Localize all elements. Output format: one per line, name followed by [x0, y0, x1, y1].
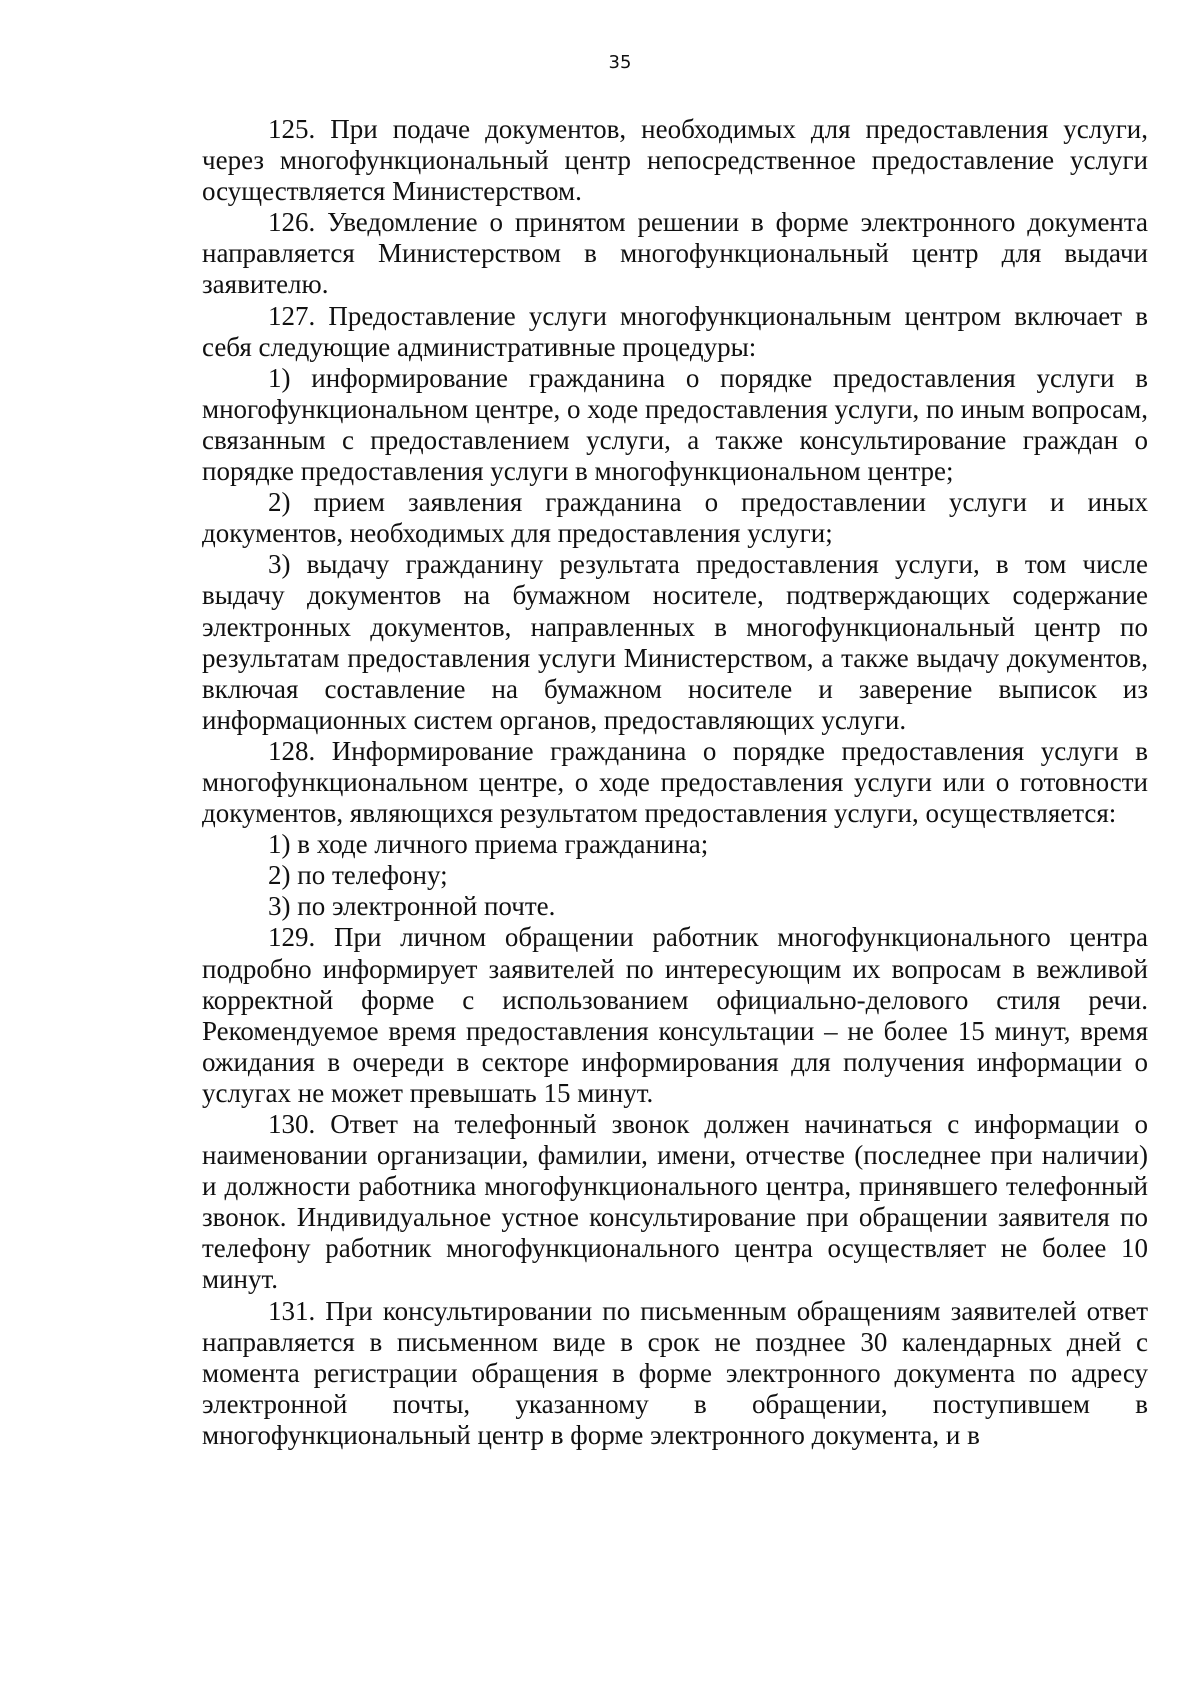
- paragraph-131: 131. При консультировании по письменным обращениям заявителей ответ направляется в письменном виде в срок не позднее 30 календарных дней с момента регистрации обращения в форме электронного документа по адресу электронной почты, указанному в обращении, поступившем в многофункциональный центр в форме электронного документа, и в: [202, 1295, 1148, 1450]
- page-number: 35: [608, 52, 632, 73]
- paragraph-130: 130. Ответ на телефонный звонок должен начинаться с информации о наименовании организации, фамилии, имени, отчестве (последнее при наличии) и должности работника многофункционального центра, принявшего телефонный звонок. Индивидуальное устное консультирование при обращении заявителя по телефону работник многофункционального центра осуществляет не более 10 минут.: [202, 1109, 1148, 1295]
- paragraph-128: 128. Информирование гражданина о порядке предоставления услуги в многофункциональном центре, о ходе предоставления услуги или о готовности документов, являющихся результатом предоставления услуги, осуществляется:: [202, 735, 1148, 829]
- paragraph-129: 129. При личном обращении работник многофункционального центра подробно информирует заявителей по интересующим их вопросам в вежливой корректной форме с использованием официально-делового стиля речи. Рекомендуемое время предоставления консультации – не более 15 минут, время ожидания в очереди в секторе информирования для получения информации о услугах не может превышать 15 минут.: [202, 922, 1148, 1108]
- list-item-128-1: 1) в ходе личного приема гражданина;: [268, 829, 709, 860]
- list-item-127-2: 2) прием заявления гражданина о предоставлении услуги и иных документов, необходимых для предоставления услуги;: [202, 487, 1148, 549]
- list-item-127-3: 3) выдачу гражданину результата предоставления услуги, в том числе выдачу документов на бумажном носителе, подтверждающих содержание электронных документов, направленных в многофункциональный центр по результатам предоставления услуги Министерством, а также выдачу документов, включая составление на бумажном носителе и заверение выписок из информационных систем органов, предоставляющих услуги.: [202, 549, 1148, 735]
- list-item-127-1: 1) информирование гражданина о порядке предоставления услуги в многофункциональном центре, о ходе предоставления услуги, по иным вопросам, связанным с предоставлением услуги, а также консультирование граждан о порядке предоставления услуги в многофункциональном центре;: [202, 362, 1148, 487]
- paragraph-127: 127. Предоставление услуги многофункциональным центром включает в себя следующие административные процедуры:: [202, 300, 1148, 362]
- document-body: [202, 114, 1148, 1451]
- list-item-128-2: 2) по телефону;: [268, 860, 448, 891]
- paragraph-125: 125. При подаче документов, необходимых для предоставления услуги, через многофункциональный центр непосредственное предоставление услуги осуществляется Министерством.: [202, 114, 1148, 207]
- list-item-128-3: 3) по электронной почте.: [268, 891, 556, 922]
- paragraph-126: 126. Уведомление о принятом решении в форме электронного документа направляется Министерством в многофункциональный центр для выдачи заявителю.: [202, 207, 1148, 300]
